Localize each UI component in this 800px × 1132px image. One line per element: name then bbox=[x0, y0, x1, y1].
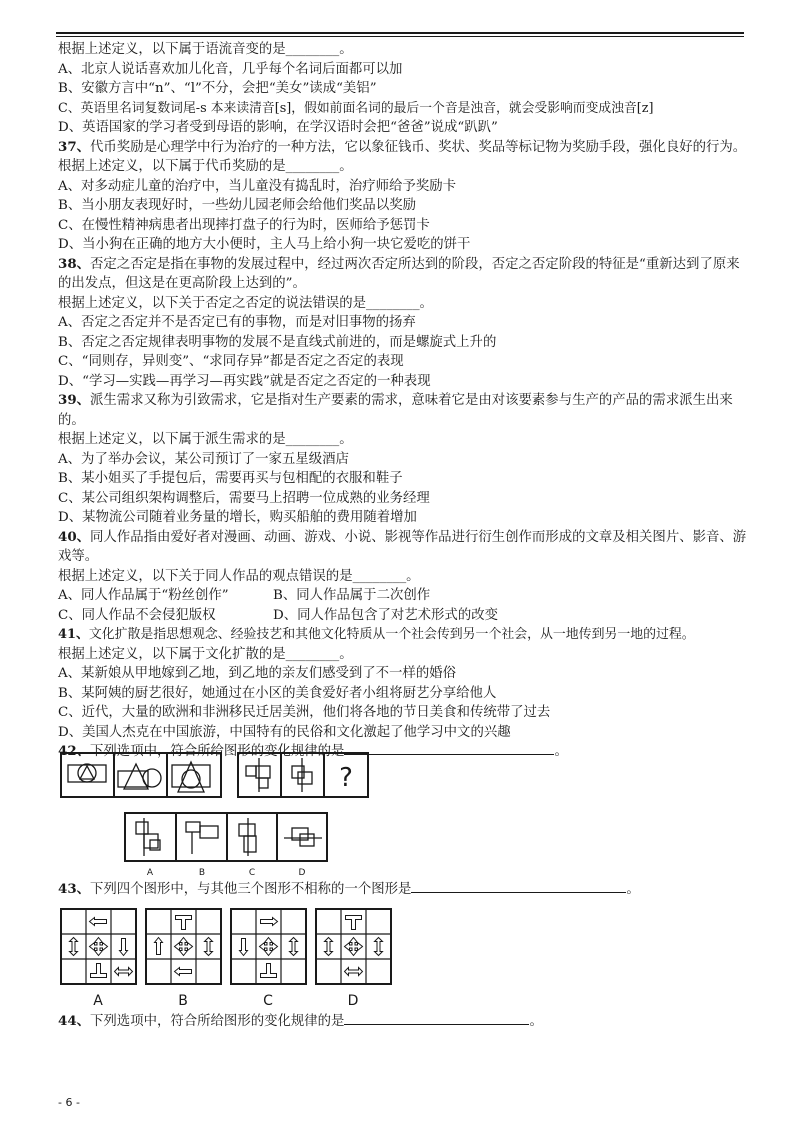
q40-option-d: D、同人作品包含了对艺术形式的改变 bbox=[273, 607, 498, 623]
q42-number: 42、 bbox=[58, 743, 91, 759]
q37-number: 37、 bbox=[58, 138, 91, 155]
q36-option-b: B、安徽方言中“n”、“l”不分，会把“美女”读成“美铝” bbox=[58, 81, 377, 96]
header-rule-thin bbox=[56, 36, 744, 37]
q36-stem: 根据上述定义，以下属于语流音变的是________。 bbox=[58, 42, 353, 57]
q38-option-a: A、否定之否定并不是否定已有的事物，而是对旧事物的扬弃 bbox=[58, 315, 416, 330]
q36-option-c: C、英语里名词复数词尾-s 本来读清音[s]，假如前面名词的最后一个音是浊音，就会受影响而变成浊音[z] bbox=[58, 100, 654, 116]
q43-stem: 43、下列四个图形中，与其他三个图形不相称的一个图形是 。 bbox=[58, 881, 640, 897]
q39-option-c: C、某公司组织架构调整后，需要马上招聘一位成熟的业务经理 bbox=[58, 490, 430, 506]
q39-option-a: A、为了举办会议，某公司预订了一家五星级酒店 bbox=[58, 451, 349, 467]
q43-number: 43、 bbox=[58, 881, 91, 897]
q43-option-label-a: A bbox=[93, 993, 103, 1008]
q38-definition: 38、否定之否定是指在事物的发展过程中，经过两次否定所达到的阶段，否定之否定阶段的特征是“重新达到了原来的出发点，但这是在更高阶段上达到的”。 bbox=[58, 255, 740, 291]
q39-number: 39、 bbox=[58, 392, 91, 408]
q37-stem: 根据上述定义，以下属于代币奖励的是________。 bbox=[58, 159, 353, 174]
header-rule-thick bbox=[56, 32, 744, 34]
q37-option-d: D、当小狗在正确的地方大小便时，主人马上给小狗一块它爱吃的饼干 bbox=[58, 237, 471, 252]
q42-answer-blank bbox=[344, 742, 554, 755]
q40-stem: 根据上述定义，以下关于同人作品的观点错误的是________。 bbox=[58, 568, 420, 584]
q38-option-c: C、“同则存，异则变”、“求同存异”都是否定之否定的表现 bbox=[58, 354, 404, 369]
q42-option-label-b: B bbox=[198, 868, 206, 878]
q41-option-d: D、美国人杰克在中国旅游，中国特有的民俗和文化激起了他学习中文的兴趣 bbox=[58, 724, 511, 740]
q42-question-mark: ? bbox=[339, 763, 353, 793]
q41-option-b: B、某阿姨的厨艺很好，她通过在小区的美食爱好者小组将厨艺分享给他人 bbox=[58, 685, 497, 701]
q36-option-d: D、英语国家的学习者受到母语的影响，在学汉语时会把“爸爸”说成“趴趴” bbox=[58, 120, 498, 135]
q44-answer-blank bbox=[344, 1012, 529, 1025]
q42-option-label-a: A bbox=[146, 868, 154, 878]
q42-options-figure bbox=[124, 812, 330, 878]
q40-definition: 40、同人作品指由爱好者对漫画、动画、游戏、小说、影视等作品进行衍生创作而形成的文章及相关图片、影音、游戏等。 bbox=[58, 528, 747, 564]
q43-block bbox=[58, 880, 748, 900]
q44-block bbox=[58, 1012, 748, 1032]
q41-number: 41、 bbox=[58, 627, 89, 642]
q42-stem: 42、下列选项中，符合所给图形的变化规律的是 。 bbox=[58, 743, 568, 759]
q39-option-d: D、某物流公司随着业务量的增长，购买船舶的费用随着增加 bbox=[58, 510, 417, 525]
q40-option-b: B、同人作品属于二次创作 bbox=[273, 588, 431, 603]
q43-option-label-b: B bbox=[178, 993, 188, 1008]
q38-number: 38、 bbox=[58, 255, 91, 272]
q37-option-a: A、对多动症儿童的治疗中，当儿童没有捣乱时，治疗师给予奖励卡 bbox=[58, 178, 456, 194]
q44-number: 44、 bbox=[58, 1013, 91, 1029]
q43-option-label-c: C bbox=[263, 993, 273, 1008]
q43-answer-blank bbox=[411, 880, 626, 893]
q44-stem: 44、下列选项中，符合所给图形的变化规律的是 。 bbox=[58, 1013, 543, 1029]
q43-option-label-d: D bbox=[347, 993, 359, 1008]
q40-number: 40、 bbox=[58, 528, 91, 545]
q39-stem: 根据上述定义，以下属于派生需求的是________。 bbox=[58, 432, 353, 447]
q41-stem: 根据上述定义，以下属于文化扩散的是________。 bbox=[58, 646, 353, 662]
q42-question-figure bbox=[60, 752, 370, 798]
q40-options-row-1 bbox=[58, 586, 748, 606]
q38-option-b: B、否定之否定规律表明事物的发展不是直线式前进的，而是螺旋式上升的 bbox=[58, 334, 497, 350]
q36-option-a: A、北京人说话喜欢加儿化音，几乎每个名词后面都可以加 bbox=[58, 61, 403, 77]
q39-option-b: B、某小姐买了手提包后，需要再买与包相配的衣服和鞋子 bbox=[58, 471, 403, 486]
q41-option-a: A、某新娘从甲地嫁到乙地，到乙地的亲友们感受到了不一样的婚俗 bbox=[58, 666, 456, 681]
q40-options-row-2 bbox=[58, 606, 748, 626]
q37-option-b: B、当小朋友表现好时，一些幼儿园老师会给他们奖品以奖励 bbox=[58, 198, 416, 213]
q38-option-d: D、“学习—实践—再学习—再实践”就是否定之否定的一种表现 bbox=[58, 373, 431, 389]
q42-option-label-d: D bbox=[298, 868, 306, 878]
q42-option-label-c: C bbox=[248, 868, 256, 878]
q40-option-a: A、同人作品属于“粉丝创作” bbox=[58, 588, 229, 603]
document-body bbox=[58, 40, 748, 762]
q40-option-c: C、同人作品不会侵犯版权 bbox=[58, 607, 216, 623]
q43-figure bbox=[60, 908, 400, 1008]
q41-definition: 41、文化扩散是指思想观念、经验技艺和其他文化特质从一个社会传到另一个社会，从一地传到另一地的过程。 bbox=[58, 627, 695, 642]
page-number: - 6 - bbox=[58, 1096, 80, 1109]
q38-stem: 根据上述定义，以下关于否定之否定的说法错误的是________。 bbox=[58, 295, 433, 311]
q37-definition: 37、代币奖励是心理学中行为治疗的一种方法，它以象征钱币、奖状、奖品等标记物为奖励手段，强化良好的行为。 bbox=[58, 138, 747, 155]
q41-option-c: C、近代，大量的欧洲和非洲移民迁居美洲，他们将各地的节日美食和传统带了过去 bbox=[58, 705, 551, 720]
q37-option-c: C、在慢性精神病患者出现摔打盘子的行为时，医师给予惩罚卡 bbox=[58, 217, 430, 233]
q39-definition: 39、派生需求又称为引致需求，它是指对生产要素的需求，意味着它是由对该要素参与生产的产品的需求派生出来的。 bbox=[58, 392, 733, 428]
